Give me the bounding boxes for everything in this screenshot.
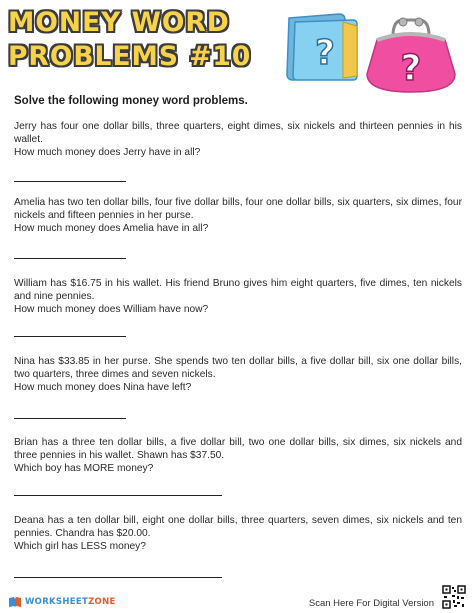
problem-text: Deana has a ten dollar bill, eight one dollar bills, three quarters, seven dimes, six nickels and ten pennies. Chandra has $20.00. (14, 515, 462, 540)
problem-text: Jerry has four one dollar bills, three quarters, eight dimes, six nickels and thirteen pennies in his wallet. (14, 121, 462, 146)
problem-question: How much money does William have now? (14, 304, 209, 316)
svg-text:?: ? (400, 48, 422, 89)
problem-2 (14, 196, 462, 236)
problem-question: How much money does Amelia have in all? (14, 223, 209, 235)
logo-text-zone: ZONE (88, 597, 116, 607)
worksheet-title (8, 6, 278, 74)
title-line-1: MONEY WORD (8, 7, 230, 38)
answer-line-6[interactable] (14, 577, 222, 578)
problem-text: Amelia has two ten dollar bills, four five dollar bills, four one dollar bills, six quarters, six dimes, four nickels and fifteen pennies in her purse. (14, 197, 462, 222)
answer-line-3[interactable] (14, 336, 126, 337)
logo-text (25, 597, 116, 607)
answer-line-5[interactable] (14, 495, 222, 496)
wallet-question-icon (281, 12, 361, 82)
purse-question-icon (363, 14, 459, 96)
answer-line-4[interactable] (14, 418, 126, 419)
problem-3 (14, 277, 462, 317)
svg-text:?: ? (315, 33, 335, 73)
problem-text: Brian has a three ten dollar bills, a five dollar bill, two one dollar bills, six dimes, six nickels and three pennies in his wallet. Shawn has $37.50. (14, 437, 462, 462)
problem-question: How much money does Nina have left? (14, 382, 192, 394)
answer-line-1[interactable] (14, 181, 126, 182)
problem-1 (14, 120, 462, 160)
worksheet-zone-logo[interactable] (8, 596, 116, 608)
problem-5 (14, 436, 462, 476)
scan-digital-version-text: Scan Here For Digital Version (308, 598, 434, 609)
problem-4 (14, 355, 462, 395)
qr-code-icon[interactable] (442, 585, 466, 609)
problem-question: Which girl has LESS money? (14, 541, 146, 553)
instructions: Solve the following money word problems. (14, 95, 248, 107)
logo-book-icon (8, 596, 22, 608)
problem-6 (14, 514, 462, 554)
title-line-2: PROBLEMS #10 (8, 41, 252, 72)
answer-line-2[interactable] (14, 258, 126, 259)
logo-text-worksheet: WORKSHEET (25, 597, 89, 607)
problem-text: Nina has $33.85 in her purse. She spends two ten dollar bills, a five dollar bill, six one dollar bills, two quarters, three dimes and seven nickels. (14, 356, 462, 381)
problem-question: How much money does Jerry have in all? (14, 147, 201, 159)
problem-text: William has $16.75 in his wallet. His friend Bruno gives him eight quarters, five dimes, ten nickels and nine pennies. (14, 278, 462, 303)
problem-question: Which boy has MORE money? (14, 463, 154, 475)
